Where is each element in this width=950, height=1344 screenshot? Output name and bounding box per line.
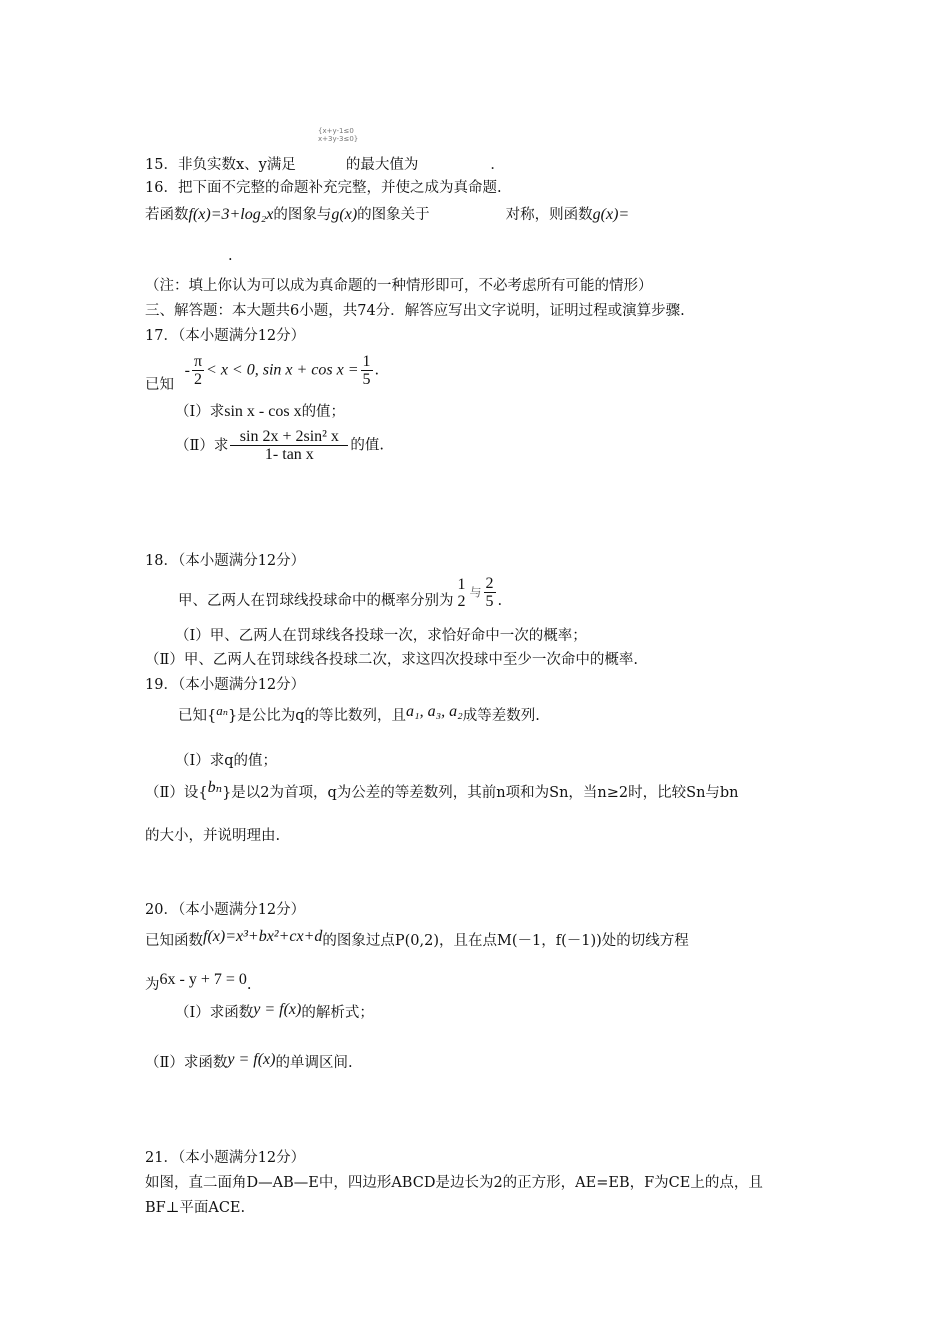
q20-y-equals-fx: y = f(x) — [253, 1001, 302, 1018]
q19-line1: 已知{aₙ}是公比为q的等比数列，且a₁, a₃, a₂成等差数列. — [178, 703, 540, 724]
q15-text: 15．非负实数x、y满足 — [145, 157, 296, 173]
q20-heading: 20．（本小题满分12分） — [145, 902, 306, 918]
q15-line: 15．非负实数x、y满足 的最大值为 ． — [145, 157, 505, 173]
q17-condition-expression: < x < 0, sin x + cos x = — [206, 361, 359, 379]
q19-part1: （Ⅰ）求q的值； — [175, 753, 278, 769]
q21-line1: 如图，直二面角D—AB—E中，四边形ABCD是边长为2的正方形，AE=EB，F为CE上的点，且 — [145, 1175, 763, 1191]
q18-prob-two-fifths: $\frac{2}{5}$ — [485, 575, 494, 610]
q17-one-fifth: $\frac{1}{5}$ — [362, 353, 371, 388]
q18-line1: 甲、乙两人在罚球线投球命中的概率分别为 1 2 与 $\frac{2}{5}$ . — [178, 575, 503, 610]
q20-part2: （Ⅱ）求函数y = f(x)的单调区间. — [145, 1051, 353, 1071]
q17-part2: （Ⅱ）求 $\frac{\text{sin 2x + 2sin² x}}{\text{1- tan x}}$ 的值. — [175, 428, 384, 463]
q20-part1: （Ⅰ）求函数y = f(x)的解析式； — [175, 1001, 374, 1021]
q19-part2-cont: 的大小，并说明理由. — [145, 828, 281, 844]
q19-a-terms: a₁, a₃, a₂ — [406, 703, 463, 720]
q16-g-answer: g(x)= — [592, 206, 630, 223]
q20-y-equals-fx-2: y = f(x) — [227, 1051, 276, 1068]
q17-pi-over-2: $\frac{\pi}{2}$ — [193, 353, 203, 388]
q19-part2: （Ⅱ）设{bₙ}是以2为首项，q为公差的等差数列，其前n项和为Sn，当n≥2时，比较Sn与bn — [145, 779, 739, 801]
q20-line2: 为6x - y + 7 = 0. — [145, 971, 252, 993]
q17-heading: 17．（本小题满分12分） — [145, 328, 306, 344]
q16-note: （注：填上你认为可以成为真命题的一种情形即可，不必考虑所有可能的情形） — [145, 278, 653, 294]
q18-heading: 18．（本小题满分12分） — [145, 553, 306, 569]
q19-sequence-a: aₙ — [216, 703, 229, 718]
q20-f-expression: f(x)=x³+bx²+cx+d — [203, 928, 323, 945]
q20-tangent-equation: 6x - y + 7 = 0 — [159, 971, 247, 988]
q16-dot: . — [228, 248, 233, 264]
q17-part1-expression: sin x - cos x — [224, 403, 302, 420]
q19-heading: 19．（本小题满分12分） — [145, 677, 306, 693]
q21-line2: BF⊥平面ACE. — [145, 1200, 246, 1216]
q18-part1: （Ⅰ）甲、乙两人在罚球线各投球一次，求恰好命中一次的概率； — [175, 628, 587, 644]
q18-prob-one-half: 1 2 — [457, 575, 466, 610]
q17-condition: 已知 - $\frac{\pi}{2}$ < x < 0, sin x + cos x = $\frac{1}{5}$ . — [145, 353, 380, 393]
q17-part1: （Ⅰ）求sin x - cos x的值； — [175, 403, 346, 420]
q16-line2: 若函数f(x)=3+log₂x的图象与g(x)的图象关于 对称，则函数g(x)= — [145, 206, 630, 223]
q15-tail: 的最大值为 — [345, 157, 419, 173]
q19-sequence-b: bₙ — [207, 779, 223, 796]
section-3-heading: 三、解答题：本大题共6小题，共74分．解答应写出文字说明，证明过程或演算步骤. — [145, 303, 685, 319]
q15-constraint-image: {x+y-1≤0 x+3y-3≤0} — [318, 127, 359, 143]
q16-f-expression: f(x)=3+log₂x — [188, 206, 274, 223]
q21-heading: 21．（本小题满分12分） — [145, 1150, 306, 1166]
q20-line1: 已知函数f(x)=x³+bx²+cx+d的图象过点P(0,2)，且在点M(－1，f(－1))处的切线方程 — [145, 928, 689, 949]
q17-part2-fraction: $\frac{\text{sin 2x + 2sin² x}}{\text{1- tan x}}$ — [230, 428, 348, 463]
q16-line1: 16．把下面不完整的命题补充完整，并使之成为真命题. — [145, 180, 502, 196]
q18-part2: （Ⅱ）甲、乙两人在罚球线各投球二次，求这四次投球中至少一次命中的概率. — [145, 652, 638, 668]
q16-g-expression: g(x) — [331, 206, 358, 223]
